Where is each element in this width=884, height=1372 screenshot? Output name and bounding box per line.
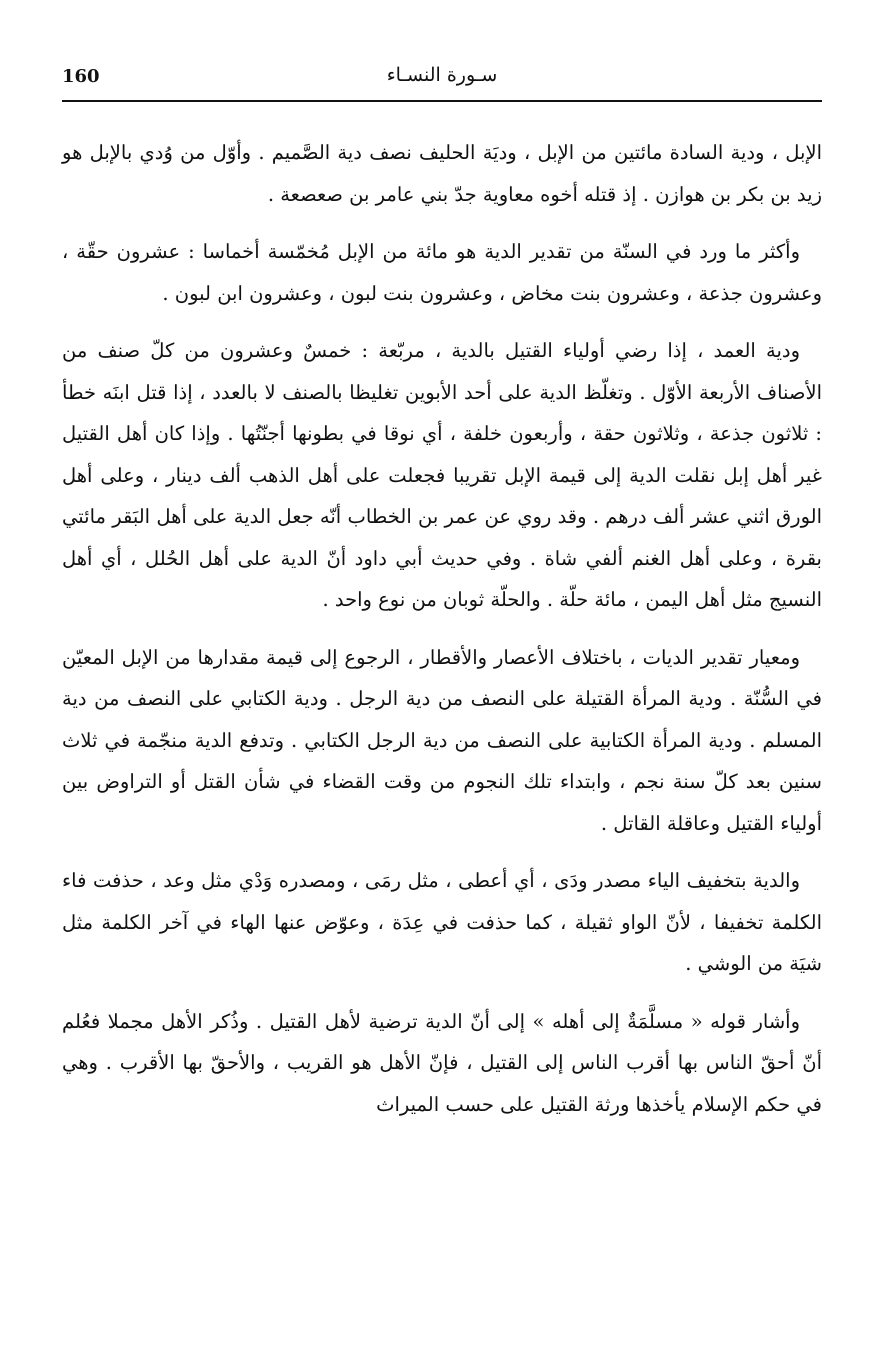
- paragraph: وأشار قوله « مسلَّمَةٌ إلى أهله » إلى أنّ الدية ترضية لأهل القتيل . وذُكر الأهل مجملا فعُلم أنّ أحقّ الناس بها أقرب الناس إلى القتيل ، فإنّ الأهل هو القريب ، والأحقّ بها الأقرب . وهي في حكم الإسلام يأخذها ورثة القتيل على حسب الميراث: [62, 1009, 822, 1116]
- paragraph: وأكثر ما ورد في السنّة من تقدير الدية هو مائة من الإبل مُخمّسة أخماسا : عشرون حقّة ، وعشرون جذعة ، وعشرون بنت مخاض ، وعشرون بنت لبون ، وعشرون ابن لبون .: [62, 240, 822, 305]
- paragraph: ودية العمد ، إذا رضي أولياء القتيل بالدية ، مربّعة : خمسٌ وعشرون من كلّ صنف من الأصناف الأربعة الأوّل . وتغلّظ الدية على أحد الأبوين تغليظا بالصنف لا بالعدد ، إذا قتل ابنَه خطأ : ثلاثون جذعة ، وثلاثون حقة ، وأربعون خلفة ، أي نوقا في بطونها أجنّتُها . وإذا كان أهل القتيل غير أهل إبل نقلت الدية إلى قيمة الإبل تقريبا فجعلت على أهل الذهب ألف دينار ، وعلى أهل الورق اثني عشر ألف درهم . وقد روي عن عمر بن الخطاب أنّه جعل الدية على أهل البَقر مائتي بقرة ، وعلى أهل الغنم ألفي شاة . وفي حديث أبي داود أنّ الدية على أهل الحُلل ، أي أهل النسيج مثل أهل اليمن ، مائة حلّة . والحلّة ثوبان من نوع واحد .: [62, 339, 822, 611]
- page-body: [62, 132, 822, 1141]
- page-number: 160: [62, 66, 100, 87]
- paragraph: والدية بتخفيف الياء مصدر ودَى ، أي أعطى ، مثل رمَى ، ومصدره وَدْي مثل وعد ، حذفت فاء الكلمة تخفيفا ، لأنّ الواو ثقيلة ، كما حذفت في عِدَة ، وعوّض عنها الهاء في آخر الكلمة مثل شيَة من الوشي .: [62, 869, 822, 975]
- running-title: سـورة النسـاء: [386, 64, 498, 86]
- page-header: [62, 56, 822, 102]
- paragraph: الإبل ، ودية السادة مائتين من الإبل ، وديَة الحليف نصف دية الصَّميم . وأوّل من وُدي بالإبل هو زيد بن بكر بن هوازن . إذ قتله أخوه معاوية جدّ بني عامر بن صعصعة .: [62, 141, 822, 206]
- paragraph: ومعيار تقدير الديات ، باختلاف الأعصار والأقطار ، الرجوع إلى قيمة مقدارها من الإبل المعيّن في السُّنّة . ودية المرأة القتيلة على النصف من دية الرجل . ودية الكتابي على النصف من دية المسلم . ودية المرأة الكتابية على النصف من دية الرجل الكتابي . وتدفع الدية منجّمة في ثلاث سنين بعد كلّ سنة نجم ، وابتداء تلك النجوم من وقت القضاء في شأن القتل أو التراوض بين أولياء القتيل وعاقلة القاتل .: [62, 645, 822, 835]
